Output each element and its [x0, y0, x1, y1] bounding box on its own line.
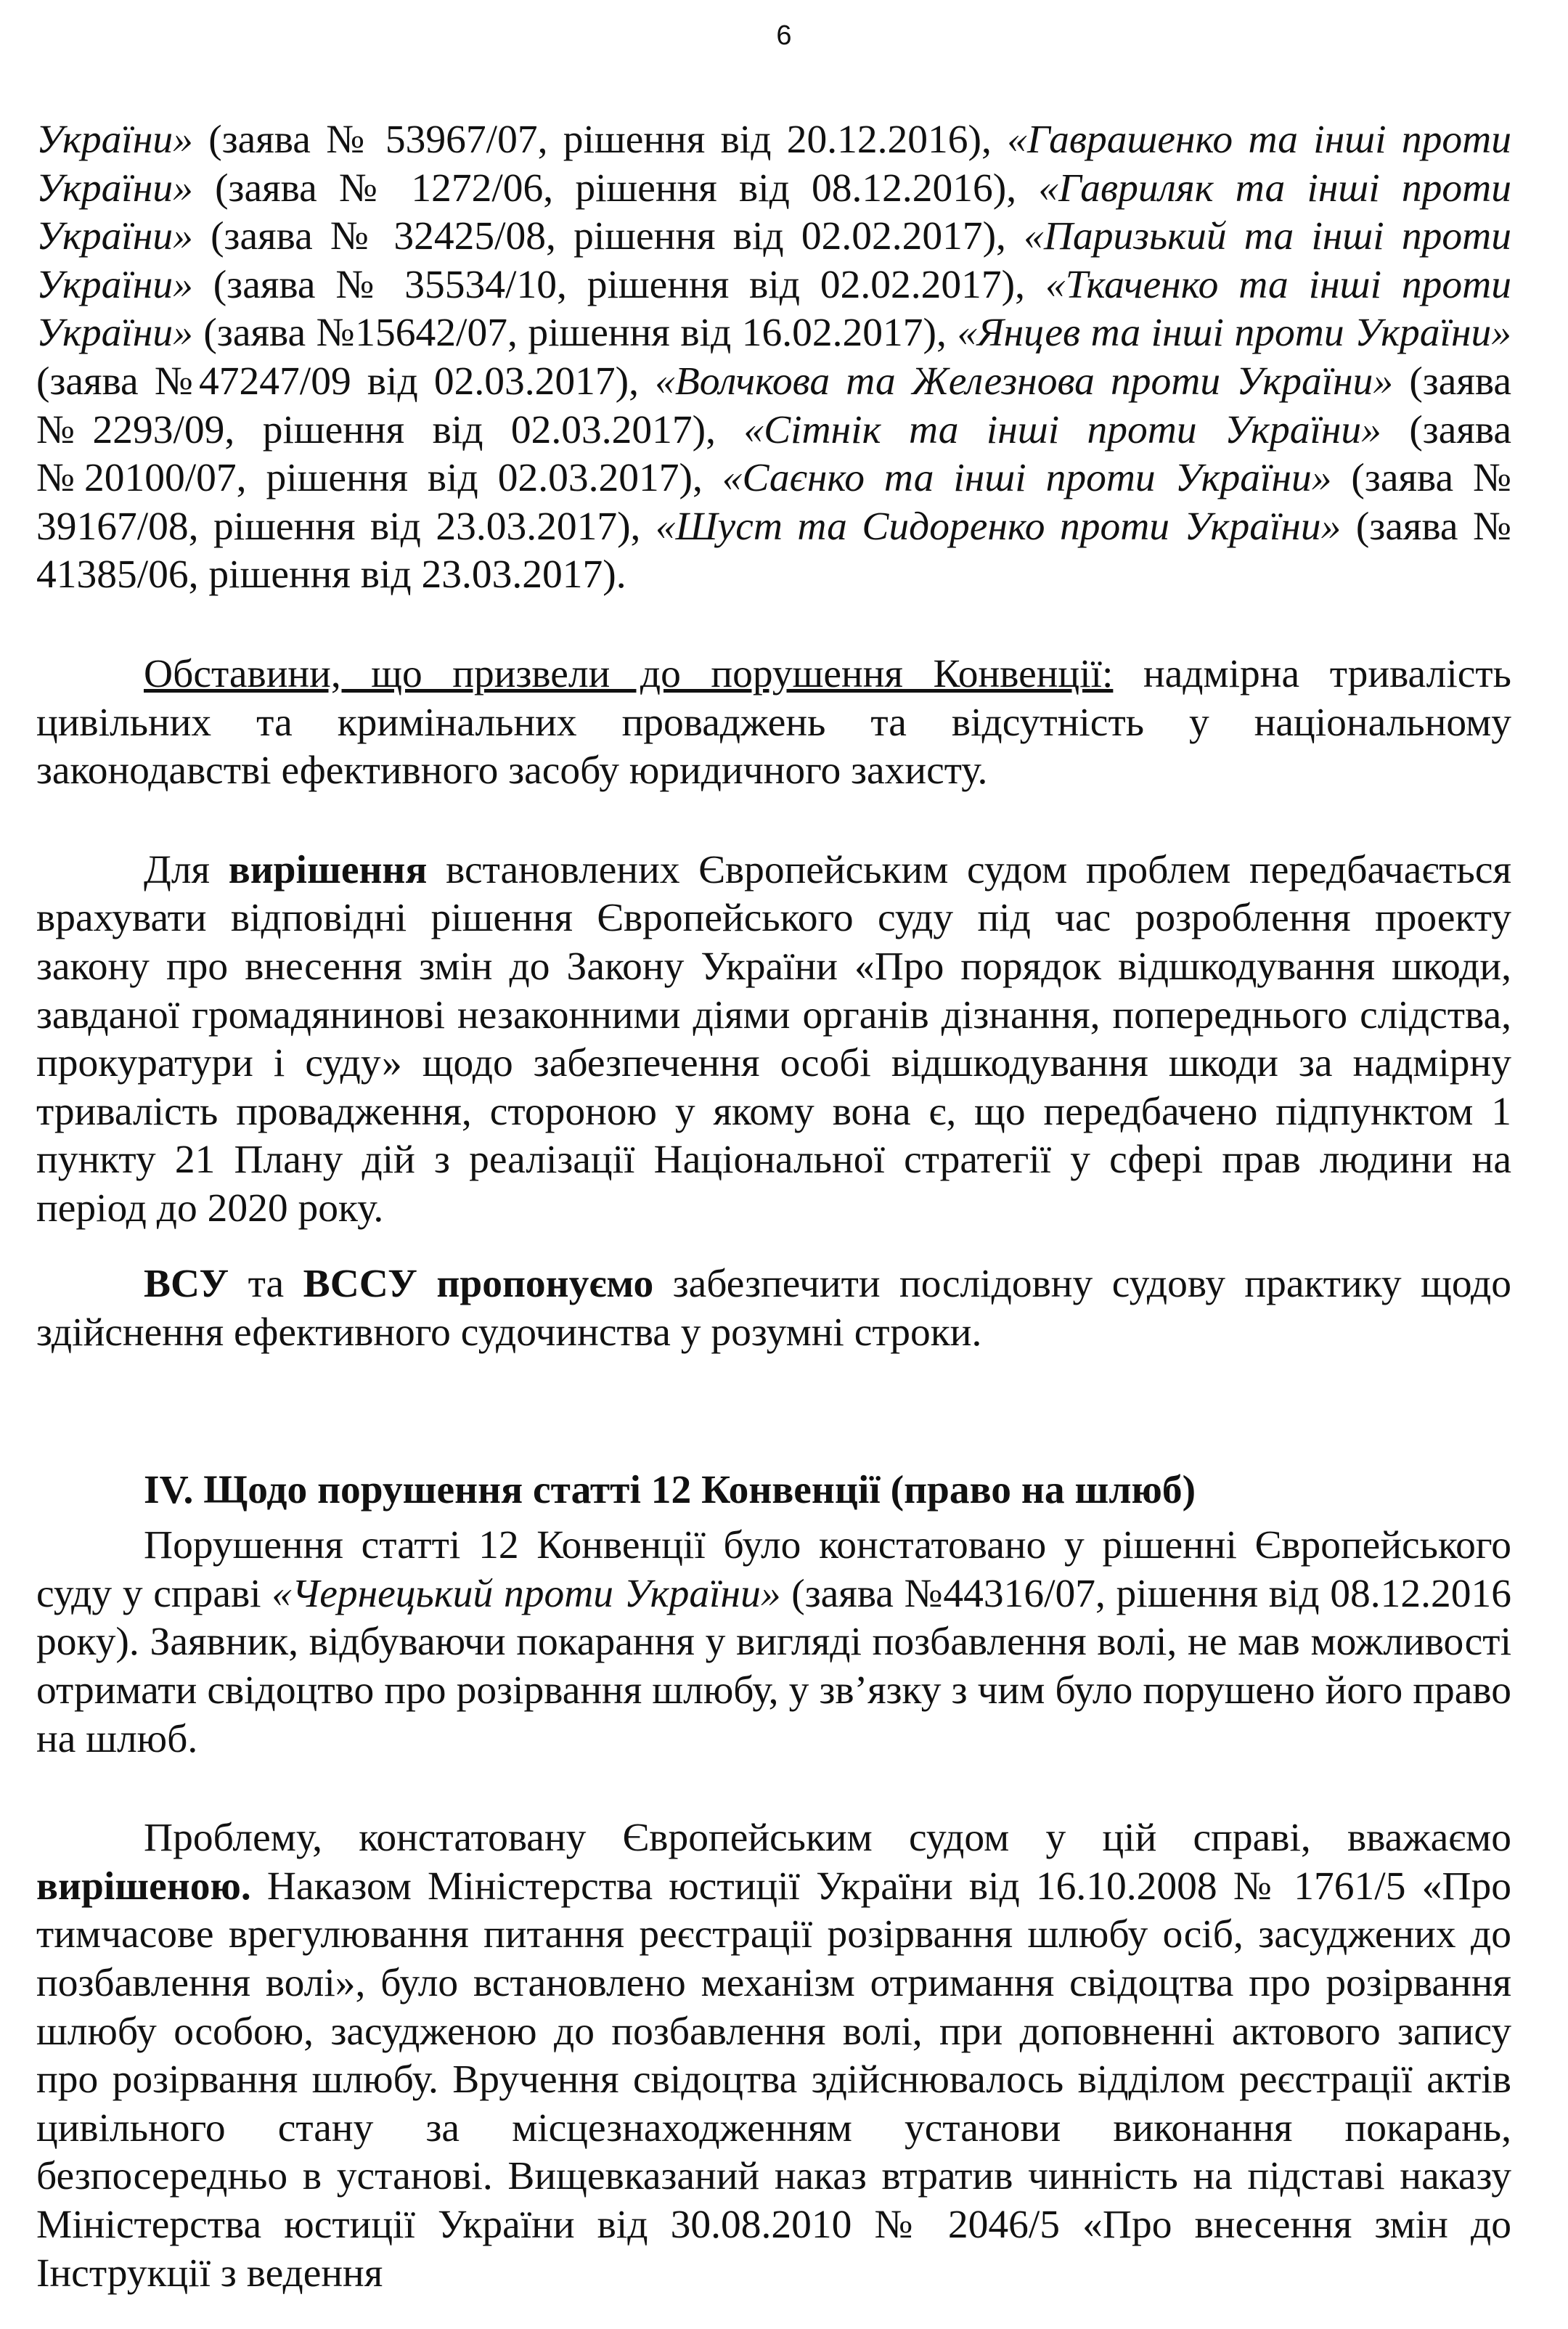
case-details: (заява № 1272/06, рішення від 08.12.2016),: [192, 166, 1039, 211]
case-name: «Гаврашенко та інші проти України»: [36, 118, 1511, 211]
paragraph-problem-resolved: [36, 1814, 1511, 2298]
case-details: (заява №20100/07, рішення від 02.03.2017),: [36, 407, 1511, 501]
case-details: (заява № 35534/10, рішення від 02.02.2017),: [192, 262, 1045, 307]
page-number: 6: [776, 20, 792, 51]
case-details: (заява №15642/07, рішення від 16.02.2017),: [192, 311, 957, 356]
paragraph-text: надмірна тривалість цивільних та кримінальних проваджень та відсутність у національному законодавстві ефективного засобу юридичного захисту.: [36, 651, 1511, 794]
case-name: України»: [36, 118, 193, 162]
bold-term: пропонуємо: [436, 1262, 654, 1307]
paragraph-text: та: [229, 1262, 303, 1307]
paragraph-case-list: [36, 116, 1511, 600]
case-name: «Чернецький проти України»: [271, 1571, 781, 1616]
paragraph-circumstances: [36, 650, 1511, 796]
case-name: «Сітнік та інші проти України»: [743, 407, 1381, 452]
case-details: (заява № 53967/07, рішення від 20.12.2016),: [192, 118, 1008, 162]
underlined-label: Обставини, що призвели до порушення Конвенції:: [144, 651, 1114, 696]
paragraph-text: Порушення статті 12 Конвенції було констатовано у рішенні Європейського суду у справі: [36, 1523, 1511, 1616]
case-details: (заява № 41385/06, рішення від 23.03.2017).: [36, 504, 1511, 597]
paragraph-proposal: [36, 1260, 1511, 1357]
bold-term: ВСУ: [144, 1262, 229, 1307]
case-name: «Ткаченко та інші проти України»: [36, 262, 1511, 356]
case-name: «Янцев та інші проти України»: [957, 311, 1511, 356]
bold-term: ВССУ: [303, 1262, 417, 1307]
case-name: «Волчкова та Железнова проти України»: [655, 359, 1394, 404]
case-name: «Гавриляк та інші проти України»: [36, 166, 1511, 259]
bold-term: вирішеною.: [36, 1864, 251, 1909]
paragraph-text: Проблему, констатовану Європейським судом у цій справі, вважаємо: [144, 1816, 1511, 1861]
case-name: «Шуст та Сидоренко проти України»: [655, 504, 1342, 549]
case-name: «Саєнко та інші проти України»: [722, 456, 1332, 501]
paragraph-text: встановлених Європейським судом проблем передбачається врахувати відповідні рішення Європейського суду під час розроблення проекту закону про внесення змін до Закону України «Про порядок відшкодування шкоди, завданої громадянинові незаконними діями органів дізнання, попереднього слідства, прокуратури і суду» щодо забезпечення особі відшкодування шкоди за надмірну тривалість провадження, стороною у якому вона є, що передбачено підпунктом 1 пункту 21 Плану дій з реалізації Національної стратегії у сфері прав людини на період до 2020 року.: [36, 847, 1511, 1231]
case-details: (заява №47247/09 від 02.03.2017),: [36, 359, 656, 404]
document-body: [36, 116, 1511, 2298]
paragraph-text: забезпечити послідовну судову практику щодо здійснення ефективного судочинства у розумні строки.: [36, 1262, 1512, 1355]
section-heading: IV. Щодо порушення статті 12 Конвенції (право на шлюб): [144, 1467, 1196, 1512]
paragraph-text: [417, 1262, 437, 1306]
case-details: (заява №2293/09, рішення від 02.03.2017),: [36, 359, 1511, 452]
paragraph-text: Для: [144, 847, 229, 892]
paragraph-violation: [36, 1522, 1511, 1763]
case-details: (заява № 32425/08, рішення від 02.02.2017),: [192, 214, 1024, 259]
case-name: «Паризький та інші проти України»: [36, 214, 1511, 307]
paragraph-resolution: [36, 847, 1511, 1233]
paragraph-text: (заява №44316/07, рішення від 08.12.2016 року). Заявник, відбуваючи покарання у вигляді позбавлення волі, не мав можливості отримати свідоцтво про розірвання шлюбу, у зв’язку з чим було порушено його право на шлюб.: [36, 1571, 1511, 1761]
bold-term: вирішення: [228, 847, 428, 892]
paragraph-text: Наказом Міністерства юстиції України від 16.10.2008 № 1761/5 «Про тимчасове врегулювання питання реєстрації розірвання шлюбу осіб, засуджених до позбавлення волі», було встановлено механізм отримання свідоцтва про розірвання шлюбу особою, засудженою до позбавлення волі, при доповненні актового запису про розірвання шлюбу. Вручення свідоцтва здійснювалось відділом реєстрації актів цивільного стану за місцезнаходженням установи виконання покарань, безпосередньо в установі. Вищевказаний наказ втратив чинність на підставі наказу Міністерства юстиції України від 30.08.2010 № 2046/5 «Про внесення змін до Інструкції з ведення: [36, 1864, 1511, 2296]
case-details: (заява № 39167/08, рішення від 23.03.2017),: [36, 456, 1511, 549]
